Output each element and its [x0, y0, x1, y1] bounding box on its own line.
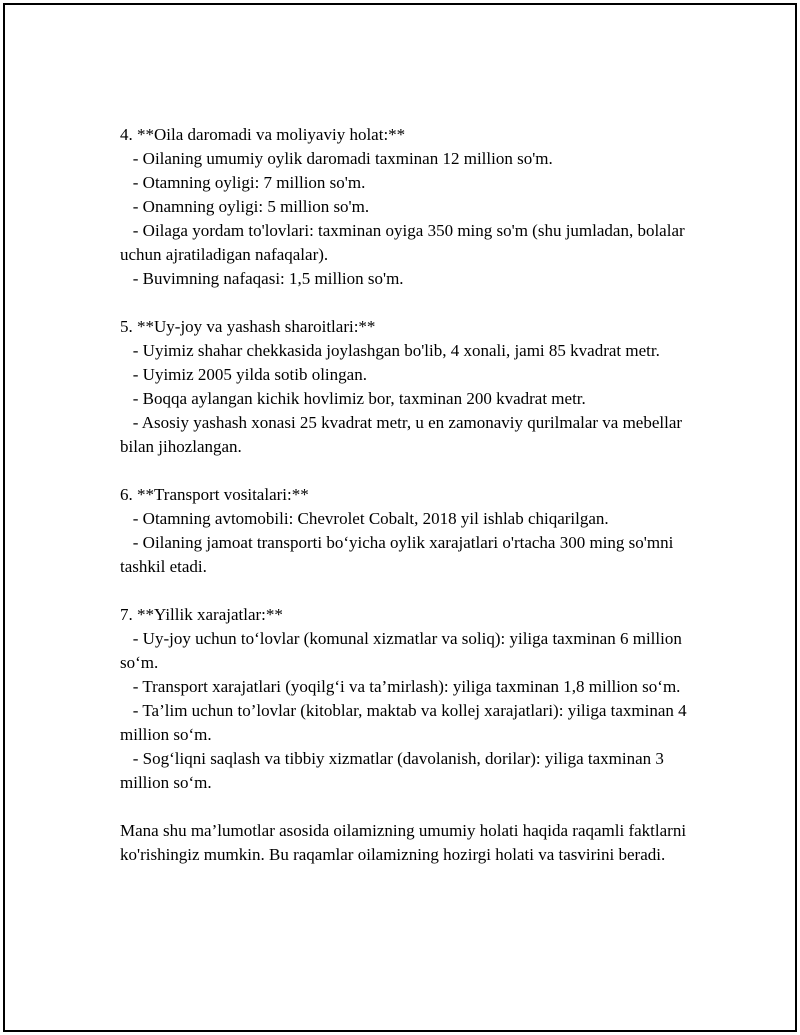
list-item: - Onamning oyligi: 5 million so'm. [120, 197, 370, 216]
section-heading: 4. **Oila daromadi va moliyaviy holat:** [120, 125, 406, 144]
list-item: - Boqqa aylangan kichik hovlimiz bor, taxminan 200 kvadrat metr. [120, 389, 586, 408]
list-item: - Ta’lim uchun to’lovlar (kitoblar, maktab va kollej xarajatlari): yiliga taxminan 4 million so‘m. [120, 701, 691, 744]
list-item: - Sog‘liqni saqlash va tibbiy xizmatlar (davolanish, dorilar): yiliga taxminan 3 million so‘m. [120, 749, 669, 792]
list-item: - Oilaning umumiy oylik daromadi taxminan 12 million so'm. [120, 149, 553, 168]
section-heading: 5. **Uy-joy va yashash sharoitlari:** [120, 317, 376, 336]
section-family-income [120, 123, 690, 291]
list-item: - Uyimiz shahar chekkasida joylashgan bo'lib, 4 xonali, jami 85 kvadrat metr. [120, 341, 660, 360]
section-housing [120, 315, 690, 459]
list-item: - Transport xarajatlari (yoqilg‘i va ta’mirlash): yiliga taxminan 1,8 million so‘m. [120, 677, 681, 696]
section-transport [120, 483, 690, 579]
list-item: - Buvimning nafaqasi: 1,5 million so'm. [120, 269, 404, 288]
list-item: - Asosiy yashash xonasi 25 kvadrat metr, u en zamonaviy qurilmalar va mebellar bilan jihozlangan. [120, 413, 687, 456]
list-item: - Uyimiz 2005 yilda sotib olingan. [120, 365, 367, 384]
page-frame [3, 3, 797, 1032]
list-item: - Oilaga yordam to'lovlari: taxminan oyiga 350 ming so'm (shu jumladan, bolalar uchun ajratiladigan nafaqalar). [120, 221, 689, 264]
list-item: - Oilaning jamoat transporti bo‘yicha oylik xarajatlari o'rtacha 300 ming so'mni tashkil etadi. [120, 533, 678, 576]
section-annual-expenses [120, 603, 690, 795]
list-item: - Otamning avtomobili: Chevrolet Cobalt, 2018 yil ishlab chiqarilgan. [120, 509, 609, 528]
section-heading: 7. **Yillik xarajatlar:** [120, 605, 283, 624]
list-item: - Uy-joy uchun to‘lovlar (komunal xizmatlar va soliq): yiliga taxminan 6 million so‘m. [120, 629, 687, 672]
list-item: - Otamning oyligi: 7 million so'm. [120, 173, 366, 192]
document-body [120, 123, 690, 867]
section-heading: 6. **Transport vositalari:** [120, 485, 309, 504]
closing-paragraph: Mana shu ma’lumotlar asosida oilamizning umumiy holati haqida raqamli faktlarni ko'rishingiz mumkin. Bu raqamlar oilamizning hozirgi holati va tasvirini beradi. [120, 821, 687, 864]
